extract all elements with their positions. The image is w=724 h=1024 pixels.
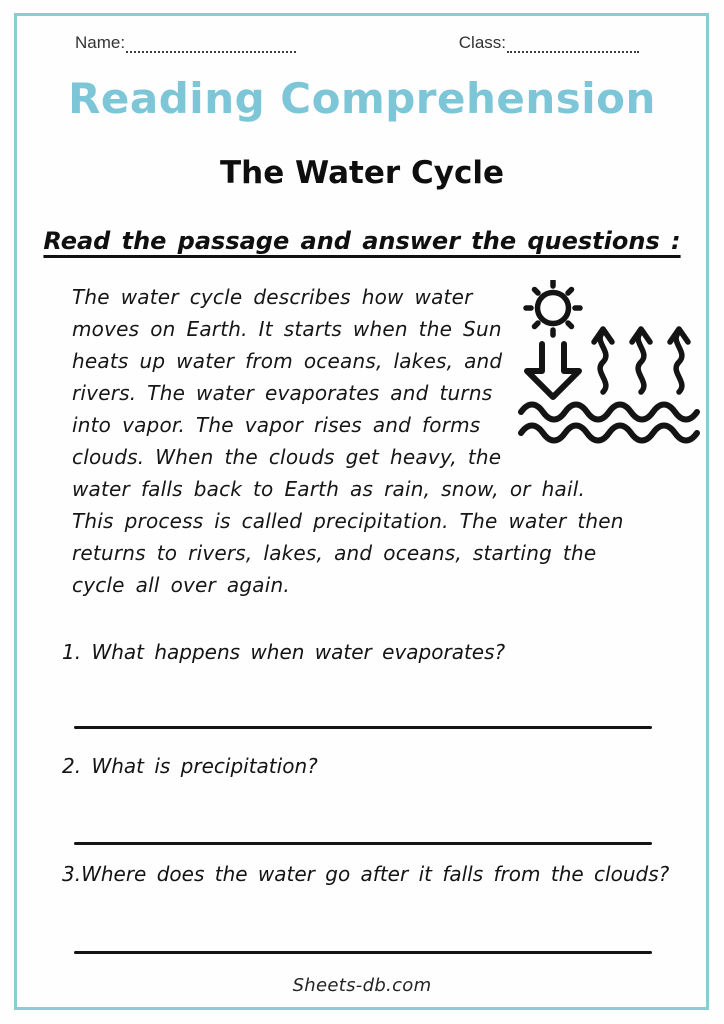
instruction-heading: Read the passage and answer the questions : bbox=[43, 227, 681, 255]
passage-line: heats up water from oceans, lakes, and bbox=[72, 349, 503, 373]
question-1: 1. What happens when water evaporates? bbox=[62, 640, 506, 664]
question-2: 2. What is precipitation? bbox=[62, 754, 318, 778]
passage-line: The water cycle describes how water bbox=[72, 285, 473, 309]
answer-line-2[interactable] bbox=[74, 842, 652, 845]
passage-line: This process is called precipitation. The water then bbox=[72, 509, 624, 533]
passage-line: rivers. The water evaporates and turns bbox=[72, 381, 493, 405]
class-label: Class: bbox=[458, 33, 506, 52]
sunlight-down-arrow-icon bbox=[527, 344, 579, 397]
vapor-rising-arrows-icon bbox=[594, 329, 688, 392]
passage-title: The Water Cycle bbox=[220, 155, 504, 191]
evaporation-illustration bbox=[513, 280, 705, 452]
passage-line: clouds. When the clouds get heavy, the bbox=[72, 445, 502, 469]
header-meta-row bbox=[75, 33, 639, 53]
sun-icon bbox=[526, 281, 580, 335]
passage-line: into vapor. The vapor rises and forms bbox=[72, 413, 481, 437]
question-3: 3.Where does the water go after it falls from the clouds? bbox=[62, 862, 670, 886]
name-field bbox=[75, 33, 296, 53]
passage-line: cycle all over again. bbox=[72, 573, 290, 597]
class-input-line[interactable] bbox=[507, 38, 639, 53]
footer-site: Sheets-db.com bbox=[292, 975, 432, 996]
evaporation-icon bbox=[513, 280, 705, 452]
name-input-line[interactable] bbox=[126, 38, 296, 53]
class-field bbox=[459, 33, 639, 53]
passage-line: returns to rivers, lakes, and oceans, starting the bbox=[72, 541, 597, 565]
page-title: Reading Comprehension bbox=[68, 74, 656, 123]
passage-line: moves on Earth. It starts when the Sun bbox=[72, 317, 502, 341]
water-waves-icon bbox=[521, 405, 697, 441]
answer-line-3[interactable] bbox=[74, 951, 652, 954]
passage-line: water falls back to Earth as rain, snow, or hail. bbox=[72, 477, 586, 501]
name-label: Name: bbox=[75, 33, 126, 52]
answer-line-1[interactable] bbox=[74, 726, 652, 729]
